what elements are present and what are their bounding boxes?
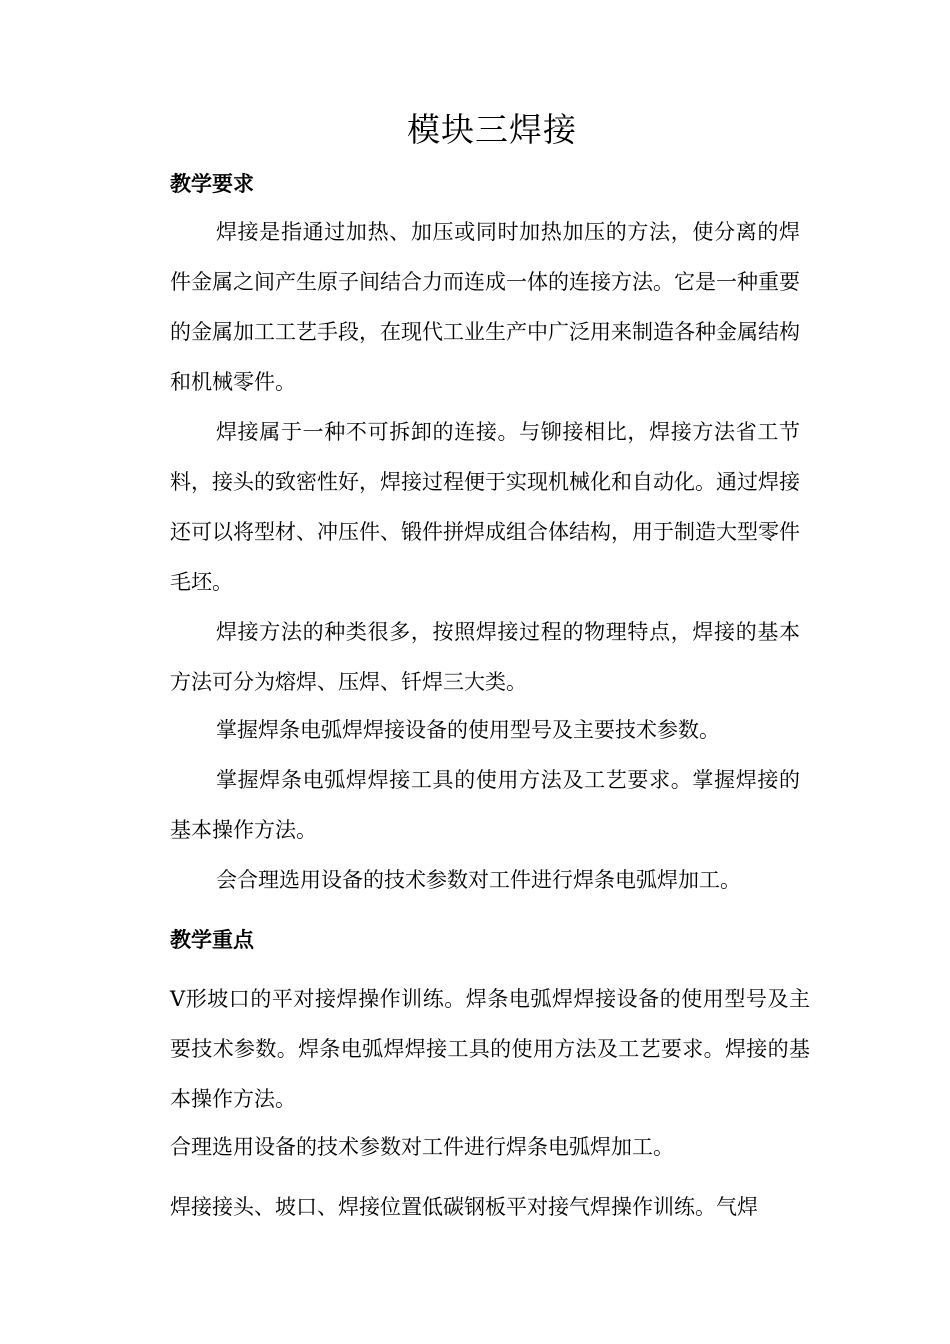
- section-heading-teaching-focus: 教学重点: [170, 928, 254, 952]
- document-title: 模块三焊接: [407, 110, 577, 149]
- paragraph: 掌握焊条电弧焊焊接设备的使用型号及主要技术参数。: [216, 718, 720, 742]
- paragraph: 焊接是指通过加热、加压或同时加热加压的方法，使分离的焊件金属之间产生原子间结合力而连成一体的连接方法。它是一种重要的金属加工工艺手段，在现代工业生产中广泛用来制造各种金属结构和机械零件。: [170, 220, 800, 394]
- paragraph: 焊接方法的种类很多，按照焊接过程的物理特点，焊接的基本方法可分为熔焊、压焊、钎焊三大类。: [170, 620, 800, 694]
- paragraph: 焊接属于一种不可拆卸的连接。与铆接相比，焊接方法省工节料，接头的致密性好，焊接过程便于实现机械化和自动化。通过焊接还可以将型材、冲压件、锻件拼焊成组合体结构，用于制造大型零件毛坯。: [170, 420, 800, 594]
- paragraph: 合理选用设备的技术参数对工件进行焊条电弧焊加工。: [170, 1135, 674, 1159]
- paragraph: V形坡口的平对接焊操作训练。焊条电弧焊焊接设备的使用型号及主要技术参数。焊条电弧焊焊接工具的使用方法及工艺要求。焊接的基本操作方法。: [170, 987, 810, 1111]
- section-heading-teaching-requirements: 教学要求: [170, 172, 254, 196]
- paragraph: 掌握焊条电弧焊焊接工具的使用方法及工艺要求。掌握焊接的基本操作方法。: [170, 768, 800, 842]
- paragraph: 会合理选用设备的技术参数对工件进行焊条电弧焊加工。: [216, 868, 741, 892]
- paragraph: 焊接接头、坡口、焊接位置低碳钢板平对接气焊操作训练。气焊: [170, 1195, 758, 1219]
